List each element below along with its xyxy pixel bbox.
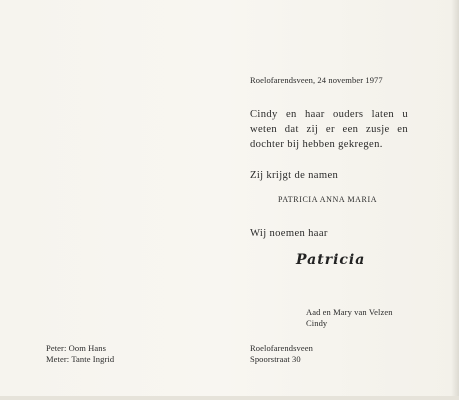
place-date: Roelofarendsveen, 24 november 1977 [250, 75, 383, 85]
paper-bottom-edge [0, 396, 459, 400]
message-line-3: dochter bij hebben gekregen. [250, 139, 383, 150]
full-names: PATRICIA ANNA MARIA [278, 195, 378, 204]
godmother: Meter: Tante Ingrid [46, 354, 115, 364]
call-name: Patricia [296, 252, 366, 268]
message-line-2: weten dat zij er een zusje en [250, 124, 408, 135]
godfather: Peter: Oom Hans [46, 343, 107, 353]
message-line-1: Cindy en haar ouders laten u [250, 109, 408, 120]
call-intro: Wij noemen haar [250, 228, 328, 239]
parents-signature: Aad en Mary van Velzen [306, 307, 393, 317]
sibling-signature: Cindy [306, 318, 328, 328]
names-intro: Zij krijgt de namen [250, 170, 339, 181]
address-street: Spoorstraat 30 [250, 354, 301, 364]
paper-edge-shadow [451, 0, 459, 400]
address-town: Roelofarendsveen [250, 343, 313, 353]
